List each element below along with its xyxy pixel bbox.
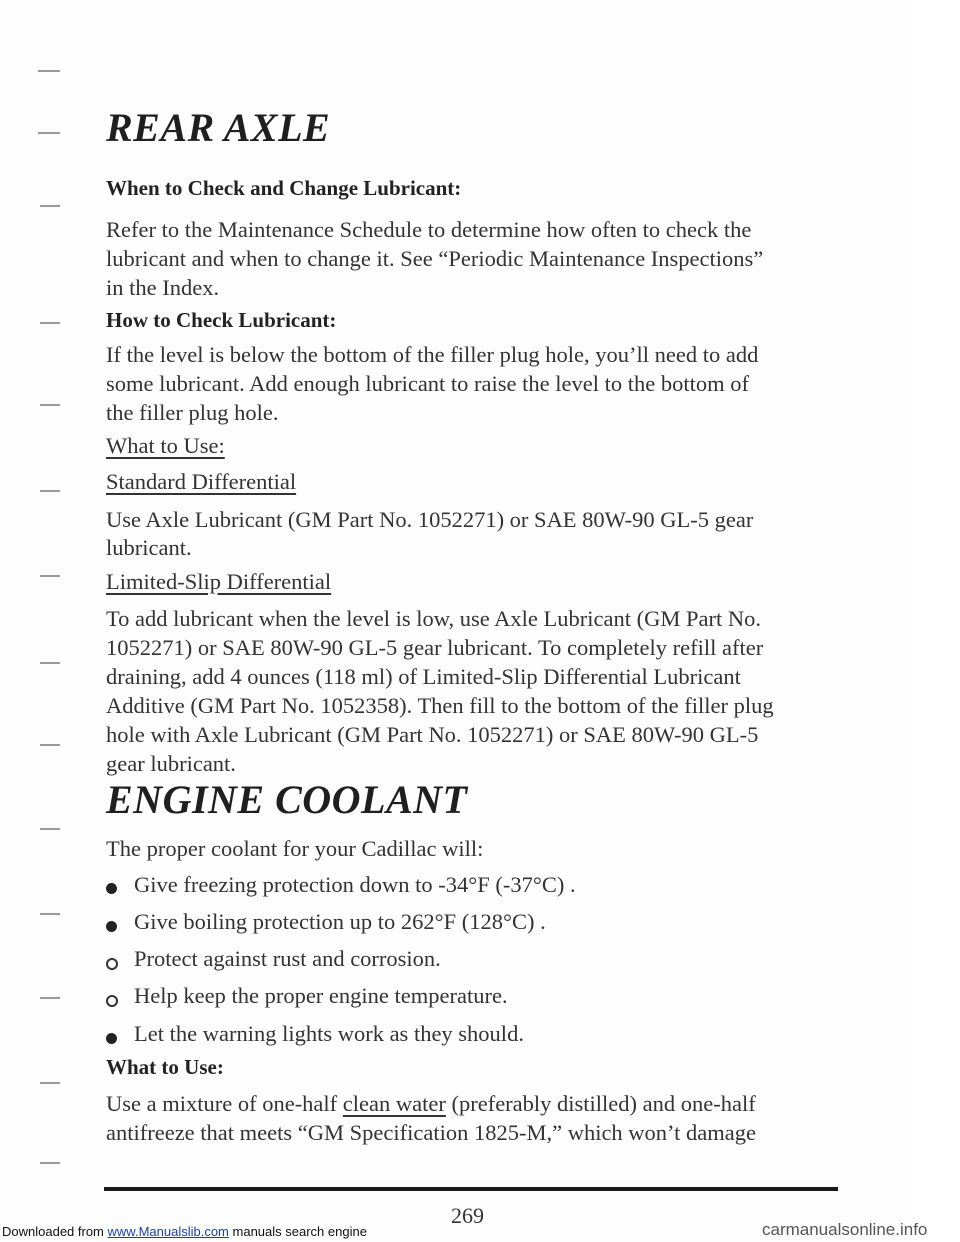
margin-tick <box>40 490 60 492</box>
downloaded-from-text: Downloaded from <box>2 1224 104 1239</box>
margin-tick <box>40 913 60 915</box>
clean-water-underlined: clean water <box>342 1091 446 1116</box>
bullet-dot <box>106 921 117 932</box>
watermark: carmanualsonline.info <box>762 1220 928 1239</box>
bullet-item: Give freezing protection down to -34°F (-37°C) . <box>134 872 576 897</box>
manualslib-link[interactable]: www.Manualslib.com <box>107 1224 229 1239</box>
margin-tick <box>40 322 60 324</box>
search-engine-text: manuals search engine <box>232 1224 367 1239</box>
bullet-dot <box>106 883 117 894</box>
check-change-subheading: When to Check and Change Lubricant: <box>106 176 462 200</box>
use-text-start: Use a mixture of one-half <box>106 1091 343 1116</box>
coolant-intro: The proper coolant for your Cadillac will: <box>106 836 484 861</box>
margin-tick <box>38 132 60 134</box>
bullet-dot <box>106 995 118 1007</box>
bullet-dot <box>106 958 118 970</box>
margin-tick <box>40 1082 60 1084</box>
paragraph-line: lubricant and when to change it. See “Periodic Maintenance Inspections” <box>106 246 764 271</box>
limited-slip-heading: Limited-Slip Differential <box>106 569 332 594</box>
page-rule <box>104 1187 838 1191</box>
use-text-end: (preferably distilled) and one-half <box>445 1091 756 1116</box>
bullet-item: Help keep the proper engine temperature. <box>134 983 508 1008</box>
paragraph-line: in the Index. <box>106 275 220 300</box>
paragraph-line: gear lubricant. <box>106 751 236 776</box>
what-to-use-subheading: What to Use: <box>106 1055 224 1079</box>
margin-tick <box>40 575 60 577</box>
paragraph-line: If the level is below the bottom of the filler plug hole, you’ll need to add <box>106 342 759 367</box>
paragraph-line: some lubricant. Add enough lubricant to raise the level to the bottom of <box>106 371 749 396</box>
page-margin <box>912 0 960 1242</box>
page-number: 269 <box>451 1203 484 1228</box>
paragraph-line <box>106 1089 756 1119</box>
paragraph-line: Use Axle Lubricant (GM Part No. 1052271) or SAE 80W-90 GL-5 gear <box>106 507 754 532</box>
paragraph-line: 1052271) or SAE 80W-90 GL-5 gear lubricant. To completely refill after <box>106 635 764 660</box>
margin-tick <box>40 1162 60 1164</box>
margin-tick <box>40 828 60 830</box>
what-to-use-heading: What to Use: <box>106 433 225 458</box>
download-footer <box>2 1224 367 1239</box>
bullet-item: Let the warning lights work as they should. <box>134 1021 524 1046</box>
engine-coolant-heading: ENGINE COOLANT <box>106 777 468 822</box>
margin-tick <box>40 997 60 999</box>
paragraph-line: To add lubricant when the level is low, use Axle Lubricant (GM Part No. <box>106 606 761 631</box>
margin-tick <box>40 662 60 664</box>
paragraph-line: antifreeze that meets “GM Specification 1825-M,” which won’t damage <box>106 1120 756 1145</box>
bullet-item: Give boiling protection up to 262°F (128°C) . <box>134 909 546 934</box>
paragraph-line: Additive (GM Part No. 1052358). Then fill to the bottom of the filler plug <box>106 693 774 718</box>
margin-tick <box>38 70 60 72</box>
paragraph-line: lubricant. <box>106 535 192 560</box>
paragraph-line: hole with Axle Lubricant (GM Part No. 1052271) or SAE 80W-90 GL-5 <box>106 722 759 747</box>
standard-differential-heading: Standard Differential <box>106 469 297 494</box>
bullet-dot <box>106 1033 117 1044</box>
margin-tick <box>40 744 60 746</box>
paragraph-line: Refer to the Maintenance Schedule to determine how often to check the <box>106 217 752 242</box>
margin-tick <box>40 205 60 207</box>
paragraph-line: the filler plug hole. <box>106 400 279 425</box>
how-to-check-subheading: How to Check Lubricant: <box>106 308 337 332</box>
bullet-item: Protect against rust and corrosion. <box>134 946 441 971</box>
rear-axle-heading: REAR AXLE <box>106 105 331 150</box>
margin-tick <box>40 404 60 406</box>
paragraph-line: draining, add 4 ounces (118 ml) of Limited-Slip Differential Lubricant <box>106 664 741 689</box>
